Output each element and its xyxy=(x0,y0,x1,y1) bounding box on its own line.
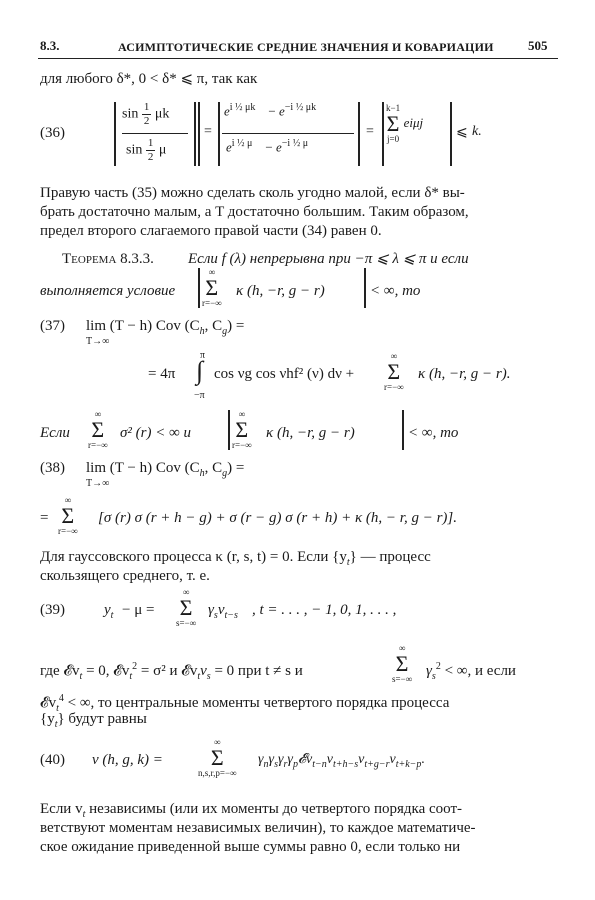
theorem-text: < ∞, то xyxy=(370,283,421,299)
text-line: Правую часть (35) можно сделать сколь угодно малой, если δ* вы- xyxy=(40,185,465,201)
text-line: где 𝓔v$_t$ = 0, 𝓔v$_t^2$ = σ² и $𝓔v_tv_s = 0$ при t ≠ s и xyxy=(40,661,303,682)
text-line: σ² (r) < ∞ и xyxy=(120,425,192,441)
limit-subscript: T→∞ xyxy=(86,478,110,489)
equation-label-39: (39) xyxy=(40,602,65,618)
abs-bar xyxy=(402,410,404,450)
equation-38-lhs: lim (T − h) Cov ($C_h$, $C_g$) = xyxy=(86,460,245,479)
text-line: брать достаточно малым, а T достаточно большим. Таким образом, xyxy=(40,204,469,220)
text-line: κ (h, −r, g − r) xyxy=(266,425,355,441)
equation-37-rhs: = 4π π ∫ −π cos νg cos νhf² (ν) dν + ∞ Σ r=−∞ κ (h, −r, g − r). xyxy=(148,350,511,401)
text-line: ское ожидание приведенной выше суммы равно 0, если только ни xyxy=(40,839,461,855)
text-line: ветствуют моментам независимых величин), то каждое математиче- xyxy=(40,820,476,836)
page-number: 505 xyxy=(528,38,548,53)
running-title: АСИМПТОТИЧЕСКИЕ СРЕДНИЕ ЗНАЧЕНИЯ И КОВАРИАЦИИ xyxy=(118,40,494,54)
theorem-text: κ (h, −r, g − r) xyxy=(236,283,325,299)
sum-symbol: ∞ Σ r=−∞ xyxy=(232,409,252,450)
equation-39: $y_t$ − μ = ∞ Σ s=−∞ $\gamma_sv_{t-s}$ , t = . . . , − 1, 0, 1, . . . , xyxy=(104,587,397,628)
abs-bar xyxy=(364,268,366,308)
abs-bar xyxy=(228,410,230,450)
abs-bar xyxy=(198,268,200,308)
text-line: $\gamma_s^2$ < ∞, и если xyxy=(426,661,516,682)
text-line: скользящего среднего, т. е. xyxy=(40,568,210,584)
equation-label-37: (37) xyxy=(40,318,65,334)
text-line: Если xyxy=(40,425,70,441)
equation-label-38: (38) xyxy=(40,460,65,476)
section-number: 8.3. xyxy=(40,38,60,53)
text-line: для любого δ*, 0 < δ* ⩽ π, так как xyxy=(40,71,258,87)
equation-label-36: (36) xyxy=(40,125,65,141)
sum-symbol: ∞ Σ s=−∞ xyxy=(392,643,413,684)
equation-38-rhs: = ∞ Σ r=−∞ [σ (r) σ (r + h − g) + σ (r − g) σ (r + h) + κ (h, − r, g − r)]. xyxy=(40,495,458,536)
equation-37-lhs: lim (T − h) Cov ($C_h$, $C_g$) = xyxy=(86,318,245,337)
text-line: Для гауссовского процесса κ (r, s, t) = 0. Если $\{y_t\}$ — процесс xyxy=(40,549,431,568)
text-line: < ∞, то xyxy=(408,425,459,441)
header-rule xyxy=(38,58,558,59)
theorem-title: Теорема 8.3.3. xyxy=(62,251,154,267)
text-line: предел второго слагаемого правой части (34) равен 0. xyxy=(40,223,382,239)
equation-36: sin $\frac{1}{2}$ μk sin $\frac{1}{2}$ μ = $e^{i \frac{1}{2} \mu k}$ − $e^{-i \frac{1}{2} \mu k}$ $e^{i \frac{1}{2} \mu}$ − $e^{-i \frac{1}{2} \mu}$ = k−1 Σ j=0 eiμj ⩽ k. xyxy=(114,100,554,170)
theorem-text: выполняется условие xyxy=(40,283,176,299)
text-line: $\{y_t\}$ будут равны xyxy=(40,711,147,730)
sum-symbol: ∞ Σ r=−∞ xyxy=(88,409,108,450)
equation-40: ν (h, g, k) = ∞ Σ n,s,r,p=−∞ $\gamma_n\gamma_s\gamma_r\gamma_p𝓔v_{t-n}v_{t+h-s}v_{t+g-r}v_{t+k-p}$. xyxy=(92,737,425,778)
limit-subscript: T→∞ xyxy=(86,336,110,347)
text-line: Если $v_t$ независимы (или их моменты до четвертого порядка соот- xyxy=(40,801,463,820)
theorem-text: Если f (λ) непрерывна при −π ⩽ λ ⩽ π и если xyxy=(188,251,469,267)
sum-symbol: ∞ Σ r=−∞ xyxy=(202,267,222,308)
text-line: 𝓔v$_t^4$ < ∞, то центральные моменты четвертого порядка процесса xyxy=(40,693,450,714)
equation-label-40: (40) xyxy=(40,752,65,768)
